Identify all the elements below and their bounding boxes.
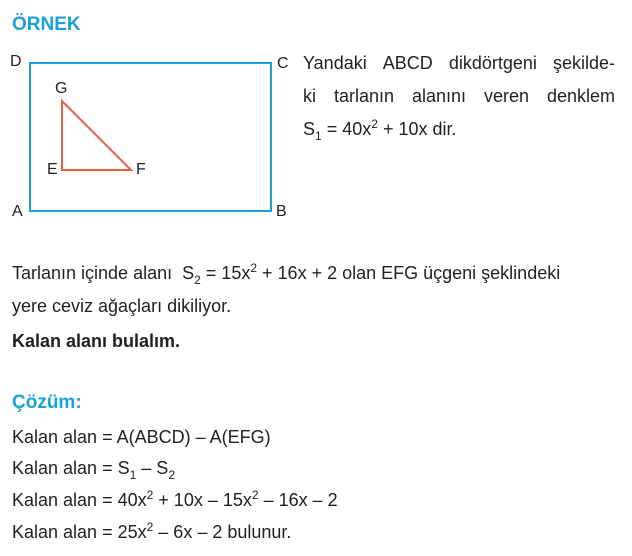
problem-line-1: Tarlanın içinde alanı $S_2 = 15x^2 + 16x + 2$ olan EFG üçgeni şeklindeki: [12, 261, 561, 287]
side-text-line-1: Yandaki ABCD dikdörtgeni şekilde-: [303, 53, 615, 73]
point-label-f: F: [136, 161, 146, 178]
solution-line-1: Kalan alan = A(ABCD) – A(EFG): [12, 427, 271, 447]
solution-heading: Çözüm:: [12, 392, 82, 413]
triangle-efg: [62, 101, 131, 170]
problem-question: Kalan alanı bulalım.: [12, 331, 181, 351]
point-label-c: C: [277, 55, 289, 72]
solution-line-4: Kalan alan = $25x^2 - 6x - 2$ bulunur.: [12, 520, 292, 542]
point-label-e: E: [47, 161, 58, 178]
problem-line-2: yere ceviz ağaçları dikiliyor.: [12, 296, 232, 316]
point-label-a: A: [12, 203, 23, 220]
example-heading: ÖRNEK: [12, 14, 81, 35]
point-label-b: B: [276, 203, 287, 220]
side-text-equation: $S_1 = 40x^2 + 10x$ dir.: [303, 117, 457, 143]
solution-line-3: Kalan alan = $40x^2 + 10x - 15x^2 - 16x - 2$: [12, 488, 338, 510]
side-text-line-2: ki tarlanın alanını veren denklem: [303, 86, 615, 106]
point-label-d: D: [10, 53, 22, 70]
point-label-g: G: [55, 80, 68, 97]
solution-line-2: Kalan alan = $S_1 - S_2$: [12, 458, 175, 482]
